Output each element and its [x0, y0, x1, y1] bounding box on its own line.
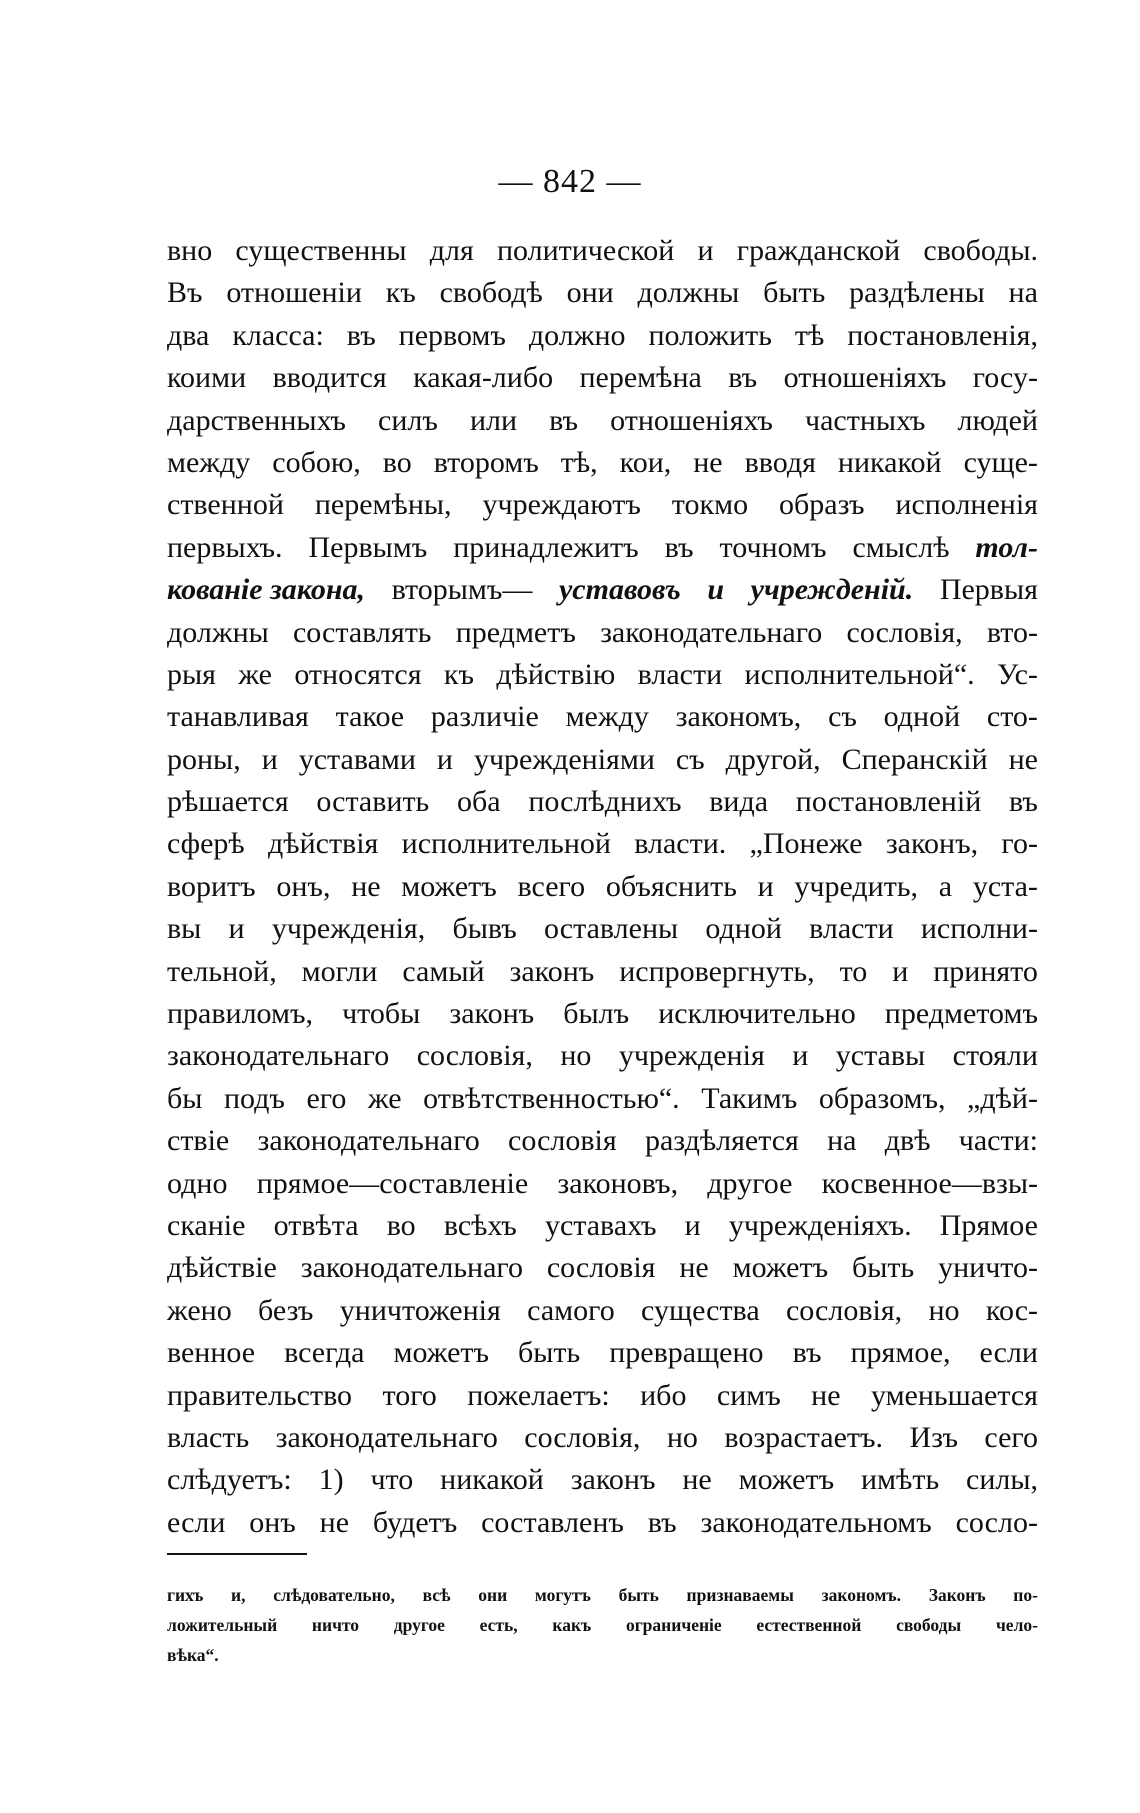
body-word: сословія: [546, 1251, 656, 1285]
footnote-word: они: [478, 1585, 508, 1605]
body-word: части:: [958, 1124, 1038, 1158]
body-word: власть: [167, 1420, 250, 1454]
body-word: безъ: [258, 1293, 314, 1327]
body-word: сканіе: [167, 1208, 246, 1242]
body-word: же: [238, 657, 272, 691]
body-line: [167, 1078, 1038, 1120]
body-word: же: [367, 1081, 402, 1115]
body-word: слѣдуетъ:: [167, 1463, 292, 1497]
body-line: [167, 527, 1038, 569]
body-word: гражданской: [736, 234, 901, 267]
body-word: ственной: [167, 488, 284, 522]
body-word: законодательнаго: [167, 1039, 390, 1073]
body-word: отвѣта: [273, 1208, 359, 1242]
body-word: никакой: [440, 1463, 544, 1497]
body-word: должно: [528, 318, 626, 352]
body-word: двѣ: [884, 1124, 931, 1158]
body-line: [167, 484, 1038, 526]
body-word: правиломъ,: [167, 997, 313, 1031]
body-word: вы: [167, 912, 202, 946]
body-line: [167, 1417, 1038, 1459]
body-word: образъ: [779, 488, 865, 522]
body-word: тол-: [975, 530, 1038, 564]
body-word: дарственныхъ: [167, 403, 346, 437]
body-line: [167, 1163, 1038, 1205]
body-word: перемѣна: [579, 361, 702, 395]
body-word: законъ: [570, 1463, 656, 1497]
body-word: и: [261, 742, 278, 776]
footnote-word: и,: [231, 1585, 246, 1605]
footnote-word: всѣ: [422, 1585, 451, 1605]
body-word: правительство: [167, 1378, 353, 1412]
body-word: законодательнаго: [600, 615, 823, 649]
body-word: чтобы: [342, 997, 421, 1031]
footnote-word: естественной: [756, 1615, 862, 1635]
body-word: бы: [167, 1081, 203, 1115]
body-word: законъ: [449, 997, 535, 1031]
body-line: [167, 315, 1038, 357]
body-word: и: [707, 573, 725, 607]
body-word: рѣшается: [167, 785, 289, 819]
body-word: законъ: [509, 954, 595, 988]
body-word: подъ: [223, 1081, 285, 1115]
body-word: кованіе закона,: [167, 573, 365, 607]
body-word: предметомъ: [884, 997, 1038, 1031]
body-word: два: [167, 318, 210, 352]
body-word: былъ: [563, 997, 630, 1031]
body-word: принято: [933, 954, 1038, 988]
body-word: сословія,: [416, 1039, 533, 1073]
body-line: [167, 1459, 1038, 1501]
body-line: [167, 823, 1038, 865]
body-word: исполни-: [920, 912, 1038, 946]
body-word: уставовъ: [558, 573, 681, 607]
body-word: имѣть: [861, 1463, 940, 1497]
body-word: къ: [443, 657, 474, 691]
body-word: самый: [402, 954, 485, 988]
body-word: вно: [167, 234, 213, 267]
body-word: составлять: [292, 615, 432, 649]
footnote-word: закономъ.: [821, 1585, 901, 1605]
body-word: различіе: [430, 700, 539, 734]
body-word: учрежденія,: [271, 912, 426, 946]
body-word: между: [565, 700, 649, 734]
footnote: [167, 1580, 1038, 1670]
body-word: отношеніяхъ: [610, 403, 773, 437]
body-word: въ: [792, 1336, 822, 1370]
body-word: силы,: [966, 1463, 1038, 1497]
body-word: воритъ: [167, 869, 256, 903]
body-word: вида: [709, 785, 769, 819]
body-word: того: [382, 1378, 437, 1412]
body-word: венное: [167, 1336, 256, 1370]
body-word: во: [382, 445, 412, 479]
footnote-line: [167, 1640, 1038, 1670]
body-word: не: [811, 1378, 841, 1412]
body-word: что: [370, 1463, 414, 1497]
body-word: возрастаетъ.: [724, 1420, 884, 1454]
footnote-word: Законъ: [928, 1585, 986, 1605]
body-word: для: [429, 234, 474, 267]
body-word: учрежденіями: [473, 742, 655, 776]
body-word: не: [679, 1251, 709, 1285]
body-line: [167, 654, 1038, 696]
body-word: перемѣны,: [314, 488, 452, 522]
body-word: сословія,: [524, 1420, 641, 1454]
body-line: [167, 442, 1038, 484]
body-word: законодательномъ: [700, 1505, 932, 1539]
body-word: косвенное—взы-: [821, 1166, 1038, 1200]
body-word: существа: [641, 1293, 760, 1327]
body-word: Такимъ: [701, 1081, 798, 1115]
body-word: частныхъ: [804, 403, 926, 437]
body-word: людей: [957, 403, 1038, 437]
body-word: кос-: [985, 1293, 1038, 1327]
body-word: если: [979, 1336, 1038, 1370]
body-word: второмъ: [433, 445, 539, 479]
footnote-line: [167, 1610, 1038, 1640]
body-word: въ: [549, 403, 579, 437]
body-word: госу-: [972, 361, 1038, 395]
body-word: вторымъ—: [391, 573, 533, 607]
body-word: но: [560, 1039, 592, 1073]
body-word: и: [697, 234, 714, 267]
body-word: уставахъ: [544, 1208, 657, 1242]
body-word: относятся: [294, 657, 422, 691]
body-line: [167, 1120, 1038, 1162]
body-word: политической: [496, 234, 675, 267]
footnote-word: могутъ: [534, 1585, 591, 1605]
body-word: учрежденій.: [750, 573, 914, 607]
body-word: превращено: [609, 1336, 764, 1370]
body-word: вто-: [986, 615, 1038, 649]
body-word: на: [827, 1124, 857, 1158]
body-word: должны: [167, 615, 269, 649]
body-word: не: [1008, 742, 1038, 776]
body-word: быть: [852, 1251, 915, 1285]
body-line: [167, 1332, 1038, 1374]
body-word: принадлежитъ: [453, 530, 639, 564]
body-word: а: [938, 869, 953, 903]
body-word: прямое,: [850, 1336, 951, 1370]
body-word: класса:: [232, 318, 324, 352]
body-word: и: [684, 1208, 701, 1242]
body-word: въ: [1009, 785, 1038, 819]
footnote-word: ложительный: [167, 1615, 278, 1635]
body-word: одной: [883, 700, 961, 734]
body-word: раздѣляется: [644, 1124, 799, 1158]
footnote-rule: [167, 1553, 307, 1555]
body-word: между: [167, 445, 251, 479]
body-word: дѣйствія: [268, 827, 379, 861]
body-word: кои,: [619, 445, 672, 479]
body-word: положить: [648, 318, 772, 352]
body-word: не: [351, 869, 381, 903]
body-word: постановленій: [795, 785, 982, 819]
body-line: [167, 1205, 1038, 1247]
body-word: такое: [335, 700, 405, 734]
body-word: но: [928, 1293, 960, 1327]
body-word: силъ: [378, 403, 438, 437]
body-word: быть: [763, 276, 826, 310]
body-word: уста-: [972, 869, 1038, 903]
body-line: [167, 1247, 1038, 1289]
footnote-word: свободы: [896, 1615, 962, 1635]
body-word: „Понеже: [749, 827, 863, 861]
body-word: тѣ: [794, 318, 825, 352]
body-word: свободы.: [923, 234, 1038, 267]
footnote-word: ограниченіе: [625, 1615, 722, 1635]
body-word: и: [892, 954, 909, 988]
body-word: испровергнуть,: [619, 954, 815, 988]
body-line: [167, 739, 1038, 781]
body-word: танавливая: [167, 700, 309, 734]
body-word: стояли: [952, 1039, 1038, 1073]
body-word: вводится: [272, 361, 387, 395]
body-word: законодательнаго: [257, 1124, 480, 1158]
body-word: законъ,: [885, 827, 979, 861]
body-word: другое: [707, 1166, 793, 1200]
body-word: исполнительной“.: [744, 657, 975, 691]
body-word: другой,: [725, 742, 821, 776]
body-line: [167, 866, 1038, 908]
body-word: Сперанскій: [841, 742, 988, 776]
body-word: первомъ: [398, 318, 506, 352]
body-word: если: [167, 1505, 226, 1539]
body-word: раздѣлены: [849, 276, 985, 310]
body-line: [167, 357, 1038, 399]
body-word: 1): [318, 1463, 344, 1497]
body-word: но: [666, 1420, 698, 1454]
body-word: или: [469, 403, 518, 437]
body-word: коими: [167, 361, 247, 395]
body-line: [167, 1375, 1038, 1417]
body-word: сосло-: [955, 1505, 1038, 1539]
body-word: то: [839, 954, 868, 988]
body-word: отношеніяхъ: [783, 361, 947, 395]
body-word: въ: [728, 361, 758, 395]
body-word: тѣ,: [560, 445, 598, 479]
body-word: власти.: [634, 827, 727, 861]
body-word: они: [566, 276, 614, 310]
body-line: [167, 908, 1038, 950]
body-word: не: [682, 1463, 712, 1497]
body-word: Изъ: [909, 1420, 958, 1454]
body-word: послѣднихъ: [528, 785, 682, 819]
body-word: сословія,: [846, 615, 963, 649]
body-word: сословія,: [785, 1293, 903, 1327]
body-word: сословія: [508, 1124, 617, 1158]
body-word: въ: [647, 1505, 677, 1539]
footnote-word: другое: [393, 1615, 445, 1635]
body-word: законодательнаго: [300, 1251, 523, 1285]
body-word: тельной,: [167, 954, 277, 988]
body-word: постановленія,: [847, 318, 1038, 352]
page-number: — 842 —: [498, 163, 642, 200]
body-word: пожелаетъ:: [467, 1378, 610, 1412]
body-word: отвѣтственностью“.: [423, 1081, 680, 1115]
footnote-word: какъ: [552, 1615, 592, 1635]
body-word: закономъ,: [675, 700, 802, 734]
body-line: [167, 1290, 1038, 1332]
body-line: [167, 612, 1038, 654]
body-word: можетъ: [738, 1463, 835, 1497]
body-word: дѣйствіе: [167, 1251, 277, 1285]
body-word: власти: [637, 657, 723, 691]
body-word: предметъ: [455, 615, 576, 649]
footnote-word: по-: [1013, 1585, 1038, 1605]
body-word: смыслѣ: [852, 530, 950, 564]
body-word: не: [319, 1505, 350, 1539]
body-word: свободѣ: [439, 276, 543, 310]
body-word: будетъ: [372, 1505, 458, 1539]
footnote-word: чело-: [995, 1615, 1038, 1635]
body-word: Прямое: [939, 1208, 1038, 1242]
body-word: учрежденія: [618, 1039, 765, 1073]
body-word: сферѣ: [167, 827, 245, 861]
body-word: самого: [527, 1293, 615, 1327]
body-word: уменьшается: [870, 1378, 1038, 1412]
body-word: собою,: [272, 445, 361, 479]
body-word: въ: [664, 530, 694, 564]
body-word: могли: [301, 954, 378, 988]
body-word: исключительно: [658, 997, 856, 1031]
body-word: никакой: [837, 445, 942, 479]
body-word: всѣхъ: [443, 1208, 517, 1242]
body-word: Первымъ: [308, 530, 428, 564]
body-word: бывъ: [452, 912, 517, 946]
body-word: на: [1008, 276, 1038, 310]
footnote-word: слѣдовательно,: [273, 1585, 395, 1605]
body-line: [167, 696, 1038, 738]
body-word: исполнительной: [401, 827, 611, 861]
body-word: дѣйствію: [496, 657, 616, 691]
body-word: жено: [167, 1293, 232, 1327]
body-word: и: [228, 912, 245, 946]
footnote-word: есть,: [479, 1615, 518, 1635]
body-word: всего: [517, 869, 586, 903]
body-word: суще-: [963, 445, 1038, 479]
body-word: и: [757, 869, 774, 903]
body-word: законодательнаго: [275, 1420, 498, 1454]
body-word: симъ: [716, 1378, 781, 1412]
body-word: Ус-: [996, 657, 1038, 691]
body-word: его: [306, 1081, 347, 1115]
body-word: уничто-: [938, 1251, 1038, 1285]
body-line: [167, 993, 1038, 1035]
body-word: существенны: [235, 234, 407, 267]
body-word: первыхъ.: [167, 530, 283, 564]
body-word: прямое—составленіе: [256, 1166, 529, 1200]
body-line: [167, 1502, 1038, 1544]
body-line: [167, 272, 1038, 314]
body-word: сего: [984, 1420, 1038, 1454]
body-word: уставы: [835, 1039, 926, 1073]
body-word: онъ,: [276, 869, 331, 903]
body-word: законовъ,: [557, 1166, 679, 1200]
body-word: можетъ: [732, 1251, 829, 1285]
body-word: одной: [705, 912, 782, 946]
body-word: власти: [809, 912, 894, 946]
body-word: рыя: [167, 657, 216, 691]
body-word: должны: [637, 276, 740, 310]
body-word: оставлены: [544, 912, 679, 946]
body-line: [167, 400, 1038, 442]
footnote-word: гихъ: [167, 1585, 204, 1605]
body-word: оба: [457, 785, 501, 819]
body-word: роны,: [167, 742, 241, 776]
body-word: ибо: [640, 1378, 687, 1412]
body-word: въ: [346, 318, 376, 352]
body-word: точномъ: [719, 530, 827, 564]
body-word: „дѣй-: [967, 1081, 1038, 1115]
body-word: оставить: [316, 785, 430, 819]
body-word: къ: [385, 276, 416, 310]
body-word: не: [693, 445, 723, 479]
body-word: токмо: [671, 488, 749, 522]
body-word: учреждаютъ: [482, 488, 641, 522]
body-word: съ: [675, 742, 705, 776]
body-word: ствіе: [167, 1124, 230, 1158]
footnote-word: ничто: [311, 1615, 360, 1635]
body-word: и: [792, 1039, 809, 1073]
body-word: составленъ: [481, 1505, 624, 1539]
body-word: учредить,: [794, 869, 919, 903]
footnote-word: быть: [618, 1585, 659, 1605]
body-word: уничтоженія: [339, 1293, 501, 1327]
body-word: во: [386, 1208, 416, 1242]
body-text: [167, 230, 1038, 1544]
body-word: съ: [828, 700, 857, 734]
body-word: и: [436, 742, 453, 776]
body-line: [167, 1035, 1038, 1077]
body-word: быть: [518, 1336, 581, 1370]
body-line: [167, 230, 1038, 272]
body-word: можетъ: [401, 869, 497, 903]
body-word: учрежденіяхъ.: [728, 1208, 912, 1242]
footnote-word: признаваемы: [686, 1585, 794, 1605]
body-word: отношеніи: [226, 276, 362, 310]
body-word: Въ: [167, 276, 203, 310]
body-word: Первыя: [939, 573, 1038, 607]
body-word: какая-либо: [413, 361, 554, 395]
body-word: онъ: [249, 1505, 296, 1539]
body-word: можетъ: [393, 1336, 490, 1370]
footnote-word: вѣка“.: [167, 1645, 219, 1665]
body-line: [167, 781, 1038, 823]
body-word: уставами: [298, 742, 416, 776]
body-word: исполненія: [895, 488, 1038, 522]
body-word: одно: [167, 1166, 228, 1200]
body-line: [167, 951, 1038, 993]
body-word: объяснить: [605, 869, 737, 903]
body-word: образомъ,: [818, 1081, 946, 1115]
body-word: сто-: [986, 700, 1038, 734]
body-word: вводя: [744, 445, 816, 479]
body-word: го-: [1001, 827, 1038, 861]
body-word: всегда: [284, 1336, 365, 1370]
body-line: [167, 569, 1038, 611]
footnote-line: [167, 1580, 1038, 1610]
